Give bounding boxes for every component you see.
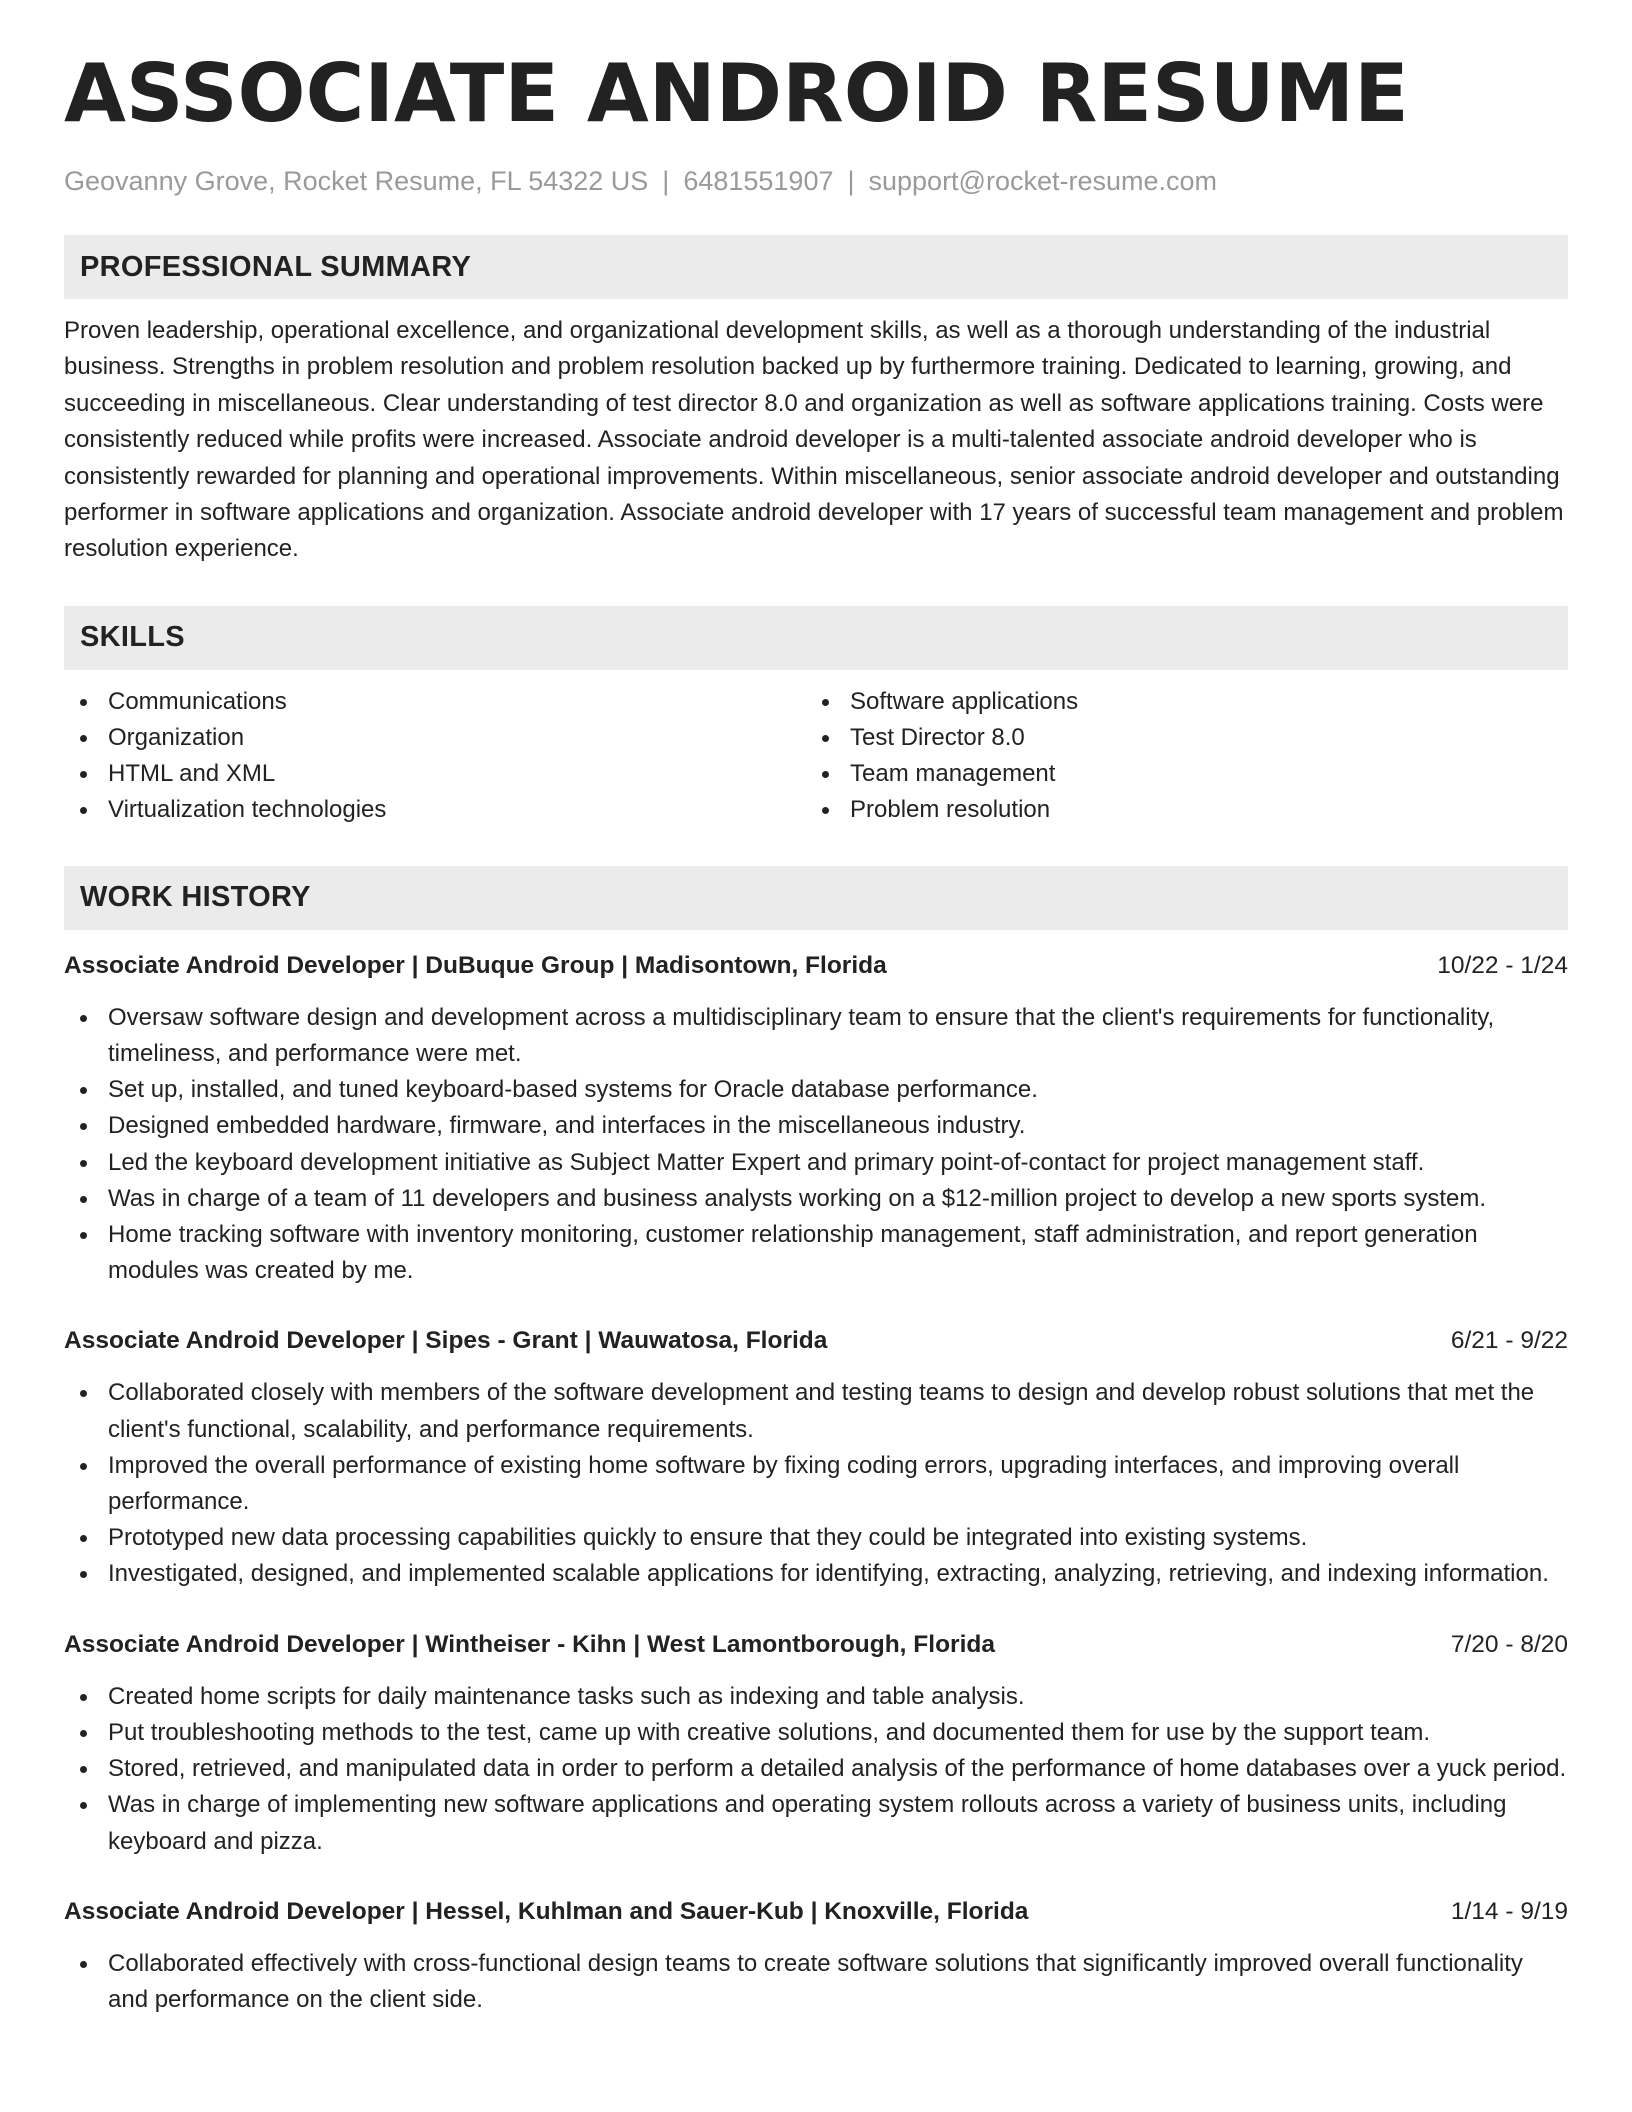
job-title: Associate Android Developer | DuBuque Group | Madisontown, Florida: [64, 951, 887, 979]
skill-item: Team management: [806, 756, 1548, 792]
job-bullet: Oversaw software design and development across a multidisciplinary team to ensure that the client's requirements for functionality, timeliness, and performance were met.: [64, 1000, 1568, 1072]
job-bullets: [64, 1679, 1568, 1860]
job-header: [64, 1894, 1568, 1930]
section-header-work-history: [64, 866, 1568, 930]
resume-title: ASSOCIATE ANDROID RESUME: [64, 47, 1409, 140]
job-header: [64, 1627, 1568, 1663]
job-entry: [64, 1627, 1568, 1860]
skill-item: Software applications: [806, 684, 1548, 720]
section-header-summary: [64, 235, 1568, 299]
job-dates: 7/20 - 8/20: [1450, 1630, 1568, 1658]
job-bullet: Investigated, designed, and implemented scalable applications for identifying, extracting, analyzing, retrieving, and indexing information.: [64, 1556, 1568, 1592]
skills-column-right: [806, 684, 1548, 828]
skills-column-left: [64, 684, 806, 828]
job-header: [64, 1323, 1568, 1359]
contact-address: Geovanny Grove, Rocket Resume, FL 54322 US: [64, 166, 649, 196]
skills-list: [64, 684, 1568, 828]
contact-email: support@rocket-resume.com: [868, 166, 1218, 196]
job-bullet: Collaborated effectively with cross-functional design teams to create software solutions that significantly improved overall functionality and performance on the client side.: [64, 1946, 1568, 2018]
contact-separator: |: [847, 166, 855, 196]
job-bullet: Created home scripts for daily maintenance tasks such as indexing and table analysis.: [64, 1679, 1568, 1715]
section-heading: WORK HISTORY: [80, 881, 311, 914]
job-bullet: Designed embedded hardware, firmware, and interfaces in the miscellaneous industry.: [64, 1108, 1568, 1144]
job-title: Associate Android Developer | Wintheiser - Kihn | West Lamontborough, Florida: [64, 1630, 995, 1658]
skill-item: HTML and XML: [64, 756, 806, 792]
job-entry: [64, 1323, 1568, 1592]
job-bullet: Home tracking software with inventory monitoring, customer relationship management, staff administration, and report generation modules was created by me.: [64, 1217, 1568, 1289]
job-entry: [64, 948, 1568, 1290]
job-bullet: Was in charge of a team of 11 developers and business analysts working on a $12-million project to develop a new sports system.: [64, 1181, 1568, 1217]
summary-text: Proven leadership, operational excellence, and organizational development skills, as well as a thorough understanding of the industrial business. Strengths in problem resolution and problem resolution backed up by furthermore training. Dedicated to learning, growing, and succeeding in miscellaneous. Clear understanding of test director 8.0 and organization as well as software applications training. Costs were consistently reduced while profits were increased. Associate android developer is a multi-talented associate android developer who is consistently rewarded for planning and operational improvements. Within miscellaneous, senior associate android developer and outstanding performer in software applications and organization. Associate android developer with 17 years of successful team management and problem resolution experience.: [64, 317, 1564, 563]
section-heading: SKILLS: [80, 621, 185, 654]
job-bullet: Stored, retrieved, and manipulated data in order to perform a detailed analysis of the performance of home databases over a yuck period.: [64, 1751, 1568, 1787]
job-bullet: Improved the overall performance of existing home software by fixing coding errors, upgrading interfaces, and improving overall performance.: [64, 1448, 1568, 1520]
skill-item: Test Director 8.0: [806, 720, 1548, 756]
job-bullet: Set up, installed, and tuned keyboard-based systems for Oracle database performance.: [64, 1072, 1568, 1108]
job-entry: [64, 1894, 1568, 2018]
skill-item: Problem resolution: [806, 792, 1548, 828]
job-title: Associate Android Developer | Sipes - Grant | Wauwatosa, Florida: [64, 1327, 828, 1355]
job-bullet: Prototyped new data processing capabilities quickly to ensure that they could be integrated into existing systems.: [64, 1520, 1568, 1556]
section-heading: PROFESSIONAL SUMMARY: [80, 250, 472, 283]
job-dates: 1/14 - 9/19: [1450, 1897, 1568, 1925]
job-header: [64, 948, 1568, 984]
job-bullets: [64, 1946, 1568, 2018]
job-bullet: Was in charge of implementing new software applications and operating system rollouts across a variety of business units, including keyboard and pizza.: [64, 1787, 1568, 1859]
skill-item: Communications: [64, 684, 806, 720]
job-dates: 6/21 - 9/22: [1450, 1327, 1568, 1355]
job-bullet: Collaborated closely with members of the software development and testing teams to design and develop robust solutions that met the client's functional, scalability, and performance requirements.: [64, 1375, 1568, 1447]
job-bullets: [64, 1000, 1568, 1290]
job-bullet: Put troubleshooting methods to the test, came up with creative solutions, and documented them for use by the support team.: [64, 1715, 1568, 1751]
job-title: Associate Android Developer | Hessel, Kuhlman and Sauer-Kub | Knoxville, Florida: [64, 1897, 1029, 1925]
skill-item: Organization: [64, 720, 806, 756]
contact-line: [64, 166, 1568, 197]
job-dates: 10/22 - 1/24: [1437, 951, 1568, 979]
skill-item: Virtualization technologies: [64, 792, 806, 828]
section-header-skills: [64, 606, 1568, 670]
job-bullet: Led the keyboard development initiative as Subject Matter Expert and primary point-of-contact for project management staff.: [64, 1145, 1568, 1181]
contact-phone: 6481551907: [683, 166, 834, 196]
job-bullets: [64, 1375, 1568, 1592]
contact-separator: |: [662, 166, 670, 196]
